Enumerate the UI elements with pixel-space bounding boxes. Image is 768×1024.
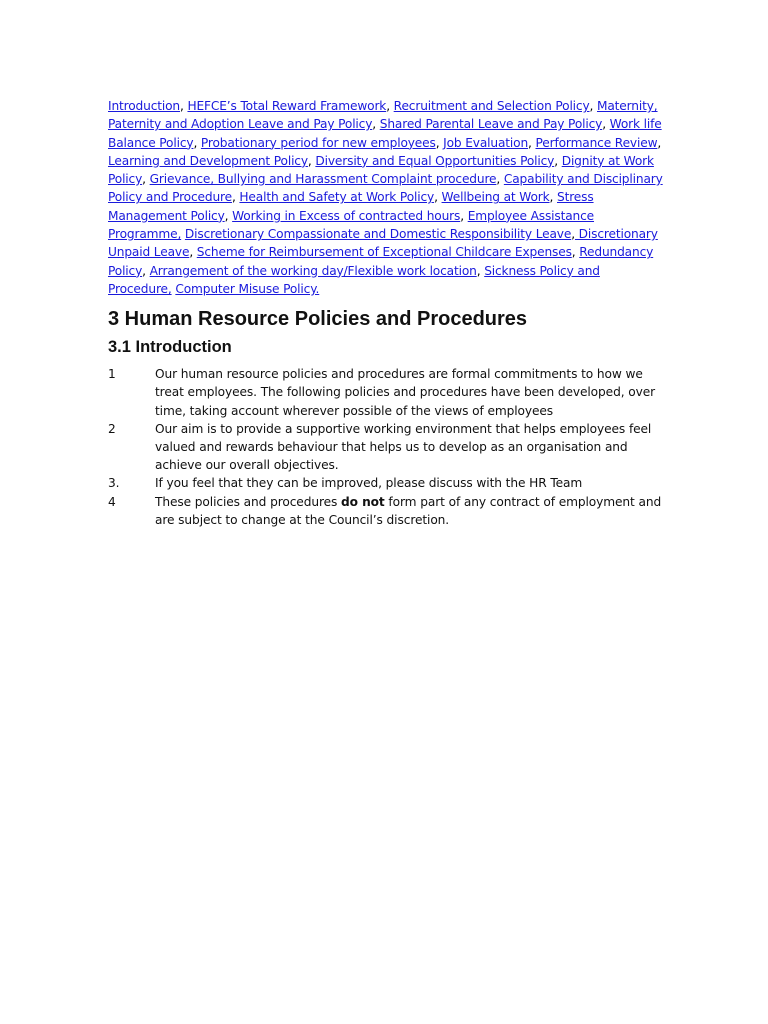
list-item <box>108 365 664 420</box>
link-maternity-paternity-adoption-policy[interactable]: Maternity, Paternity and Adoption Leave and Pay Policy <box>108 99 658 132</box>
list-item-number: 1 <box>108 367 116 382</box>
link-discretionary-compassionate-leave[interactable]: Discretionary Compassionate and Domestic Responsibility Leave <box>184 227 572 242</box>
link-introduction[interactable]: Introduction <box>108 99 181 113</box>
list-item-text: Our human resource policies and procedures are formal commitments to how we treat employees. The following policies and procedures have been developed, over time, taking account wherever possible of the views of employees <box>155 367 656 418</box>
link-discretionary-unpaid-leave[interactable]: Discretionary Unpaid Leave <box>108 227 658 260</box>
link-wellbeing-at-work[interactable]: Wellbeing at Work <box>441 190 550 205</box>
list-item <box>108 474 664 492</box>
link-stress-management-policy[interactable]: Stress Management Policy <box>108 190 594 223</box>
link-shared-parental-leave-policy[interactable]: Shared Parental Leave and Pay Policy <box>379 117 603 132</box>
link-hefce-total-reward-framework[interactable]: HEFCE’s Total Reward Framework <box>187 99 387 113</box>
link-work-life-balance-policy[interactable]: Work life Balance Policy <box>108 117 662 150</box>
numbered-list <box>108 365 664 529</box>
link-childcare-expenses-scheme[interactable]: Scheme for Reimbursement of Exceptional Childcare Expenses <box>196 245 572 260</box>
link-flexible-work-arrangement[interactable]: Arrangement of the working day/Flexible work location <box>149 263 477 278</box>
link-grievance-bullying-harassment[interactable]: Grievance, Bullying and Harassment Complaint procedure <box>149 172 497 187</box>
list-item-number: 3. <box>108 476 120 491</box>
link-sickness-policy[interactable]: Sickness Policy and Procedure, <box>108 263 600 296</box>
list-item-text: If you feel that they can be improved, please discuss with the HR Team <box>155 476 583 491</box>
link-capability-disciplinary-policy[interactable]: Capability and Disciplinary Policy and Procedure <box>108 172 663 205</box>
link-recruitment-selection-policy[interactable]: Recruitment and Selection Policy <box>393 99 590 113</box>
list-item-text: Our aim is to provide a supportive working environment that helps employees feel valued and rewards behaviour that helps us to develop as an organisation and achieve our overall objectives. <box>155 421 652 473</box>
link-redundancy-policy[interactable]: Redundancy Policy <box>108 245 654 278</box>
link-performance-review[interactable]: Performance Review <box>535 135 658 150</box>
list-item-number: 2 <box>108 421 116 436</box>
list-item <box>108 420 664 475</box>
link-learning-development-policy[interactable]: Learning and Development Policy <box>108 153 308 168</box>
emphasis-do-not: do not <box>341 494 385 509</box>
link-health-safety-policy[interactable]: Health and Safety at Work Policy <box>239 190 435 205</box>
link-job-evaluation[interactable]: Job Evaluation <box>443 135 529 150</box>
policy-links-paragraph: Introduction, HEFCE’s Total Reward Framework, Recruitment and Selection Policy, Maternity, Paternity and Adoption Leave and Pay Policy, Shared Parental Leave and Pay Policy, Work life Balance Policy, Probationary period for new employees, Job Evaluation, Performance Review, Learning and Development Policy, Diversity and Equal Opportunities Policy, Dignity at Work Policy, Grievance, Bullying and Harassment Complaint procedure, Capability and Disciplinary Policy and Procedure, Health and Safety at Work Policy, Wellbeing at Work, Stress Management Policy, Working in Excess of contracted hours, Employee Assistance Programme, Discretionary Compassionate and Domestic Responsibility Leave, Discretionary Unpaid Leave, Scheme for Reimbursement of Exceptional Childcare Expenses, Redundancy Policy, Arrangement of the working day/Flexible work location, Sickness Policy and Procedure, Computer Misuse Policy. <box>108 99 663 296</box>
section-title: 3 Human Resource Policies and Procedures <box>108 308 528 331</box>
link-diversity-equal-opportunities-policy[interactable]: Diversity and Equal Opportunities Policy <box>315 153 555 168</box>
subsection-title: 3.1 Introduction <box>108 338 232 357</box>
document-content <box>108 97 664 529</box>
link-employee-assistance-programme[interactable]: Employee Assistance Programme, <box>108 208 595 242</box>
link-dignity-at-work-policy[interactable]: Dignity at Work Policy <box>108 153 654 187</box>
list-item-text: These policies and procedures do not form part of any contract of employment and are subject to change at the Council’s discretion. <box>155 494 662 527</box>
list-item <box>108 493 664 529</box>
link-probationary-period[interactable]: Probationary period for new employees <box>200 135 436 150</box>
list-item-number: 4 <box>108 494 116 509</box>
link-working-excess-hours[interactable]: Working in Excess of contracted hours <box>232 208 461 223</box>
link-computer-misuse-policy[interactable]: Computer Misuse Policy. <box>175 281 320 296</box>
